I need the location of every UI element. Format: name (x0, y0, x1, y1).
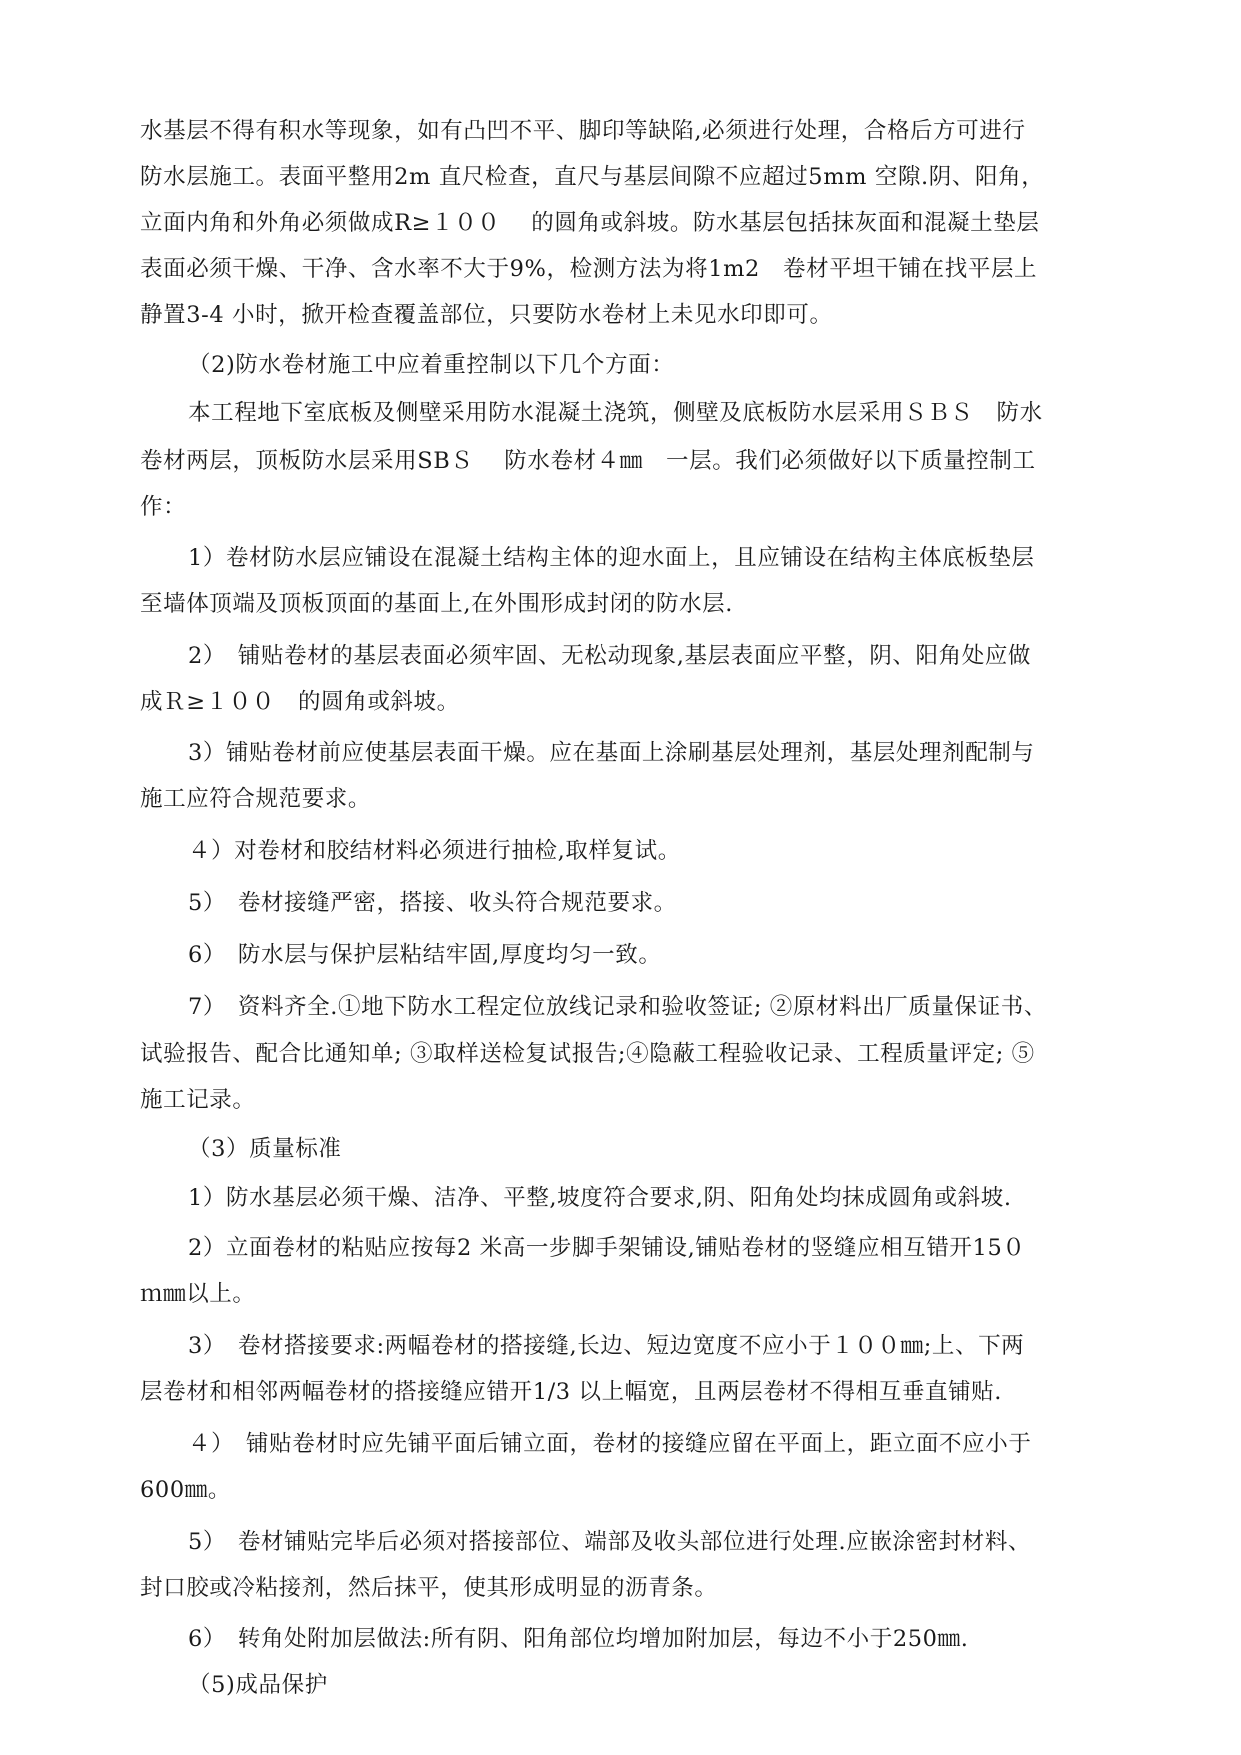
list-item: 6） 转角处附加层做法:所有阴、阳角部位均增加附加层，每边不小于250㎜. (188, 1626, 969, 1652)
list-item: 2） 铺贴卷材的基层表面必须牢固、无松动现象,基层表面应平整，阴、阳角处应做 (188, 643, 1032, 669)
paragraph-line: 立面内角和外角必须做成R≥１００ 的圆角或斜坡。防水基层包括抹灰面和混凝土垫层 (140, 210, 1040, 236)
list-item-continuation: 试验报告、配合比通知单; ③取样送检复试报告;④隐蔽工程验收记录、工程质量评定; ⑤ (140, 1041, 1035, 1067)
list-item: 3） 卷材搭接要求:两幅卷材的搭接缝,长边、短边宽度不应小于１００㎜;上、下两 (188, 1333, 1025, 1359)
list-item: 1）防水基层必须干燥、洁净、平整,坡度符合要求,阴、阳角处均抹成圆角或斜坡. (188, 1185, 1012, 1211)
list-item-continuation: 600㎜。 (140, 1477, 231, 1503)
list-item: 1）卷材防水层应铺设在混凝土结构主体的迎水面上，且应铺设在结构主体底板垫层 (188, 545, 1035, 571)
section-heading: （5)成品保护 (188, 1672, 328, 1698)
list-item: ４） 铺贴卷材时应先铺平面后铺立面，卷材的接缝应留在平面上，距立面不应小于 (188, 1431, 1032, 1457)
section-heading: （3）质量标准 (188, 1136, 342, 1162)
list-item-continuation: 封口胶或冷粘接剂，然后抹平，使其形成明显的沥青条。 (140, 1575, 718, 1601)
paragraph-line: 静置3-4 小时，掀开检查覆盖部位，只要防水卷材上未见水印即可。 (140, 302, 833, 328)
list-item-continuation: ｍ㎜以上。 (140, 1281, 256, 1307)
paragraph-line: 防水层施工。表面平整用2m 直尺检查，直尺与基层间隙不应超过5mm 空隙.阴、阳角， (140, 164, 1045, 190)
list-item-continuation: 成Ｒ≥１００ 的圆角或斜坡。 (140, 689, 460, 715)
list-item: 5） 卷材铺贴完毕后必须对搭接部位、端部及收头部位进行处理.应嵌涂密封材料、 (188, 1529, 1032, 1555)
list-item-continuation: 施工记录。 (140, 1087, 256, 1113)
paragraph-line: 本工程地下室底板及侧壁采用防水混凝土浇筑，侧壁及底板防水层采用ＳＢＳ 防水 (188, 400, 1043, 426)
list-item: 7） 资料齐全.①地下防水工程定位放线记录和验收签证; ②原材料出厂质量保证书、 (188, 994, 1047, 1020)
paragraph-line: 作： (140, 494, 187, 520)
paragraph-line: 水基层不得有积水等现象，如有凸凹不平、脚印等缺陷,必须进行处理，合格后方可进行 (140, 118, 1026, 144)
list-item-continuation: 施工应符合规范要求。 (140, 786, 372, 812)
list-item: 2）立面卷材的粘贴应按每2 米高一步脚手架铺设,铺贴卷材的竖缝应相互错开15０ (188, 1235, 1026, 1261)
list-item: 3）铺贴卷材前应使基层表面干燥。应在基面上涂刷基层处理剂，基层处理剂配制与 (188, 740, 1035, 766)
paragraph-line: 表面必须干燥、干净、含水率不大于9%，检测方法为将1m2 卷材平坦干铺在找平层上 (140, 256, 1038, 282)
list-item-continuation: 至墙体顶端及顶板顶面的基面上,在外围形成封闭的防水层. (140, 591, 734, 617)
section-heading: （2)防水卷材施工中应着重控制以下几个方面： (188, 352, 675, 378)
paragraph-line: 卷材两层，顶板防水层采用SBＳ 防水卷材４㎜ 一层。我们必须做好以下质量控制工 (140, 448, 1036, 474)
list-item-continuation: 层卷材和相邻两幅卷材的搭接缝应错开1/3 以上幅宽，且两层卷材不得相互垂直铺贴. (140, 1379, 1003, 1405)
list-item: 5） 卷材接缝严密，搭接、收头符合规范要求。 (188, 890, 677, 916)
list-item: ４）对卷材和胶结材料必须进行抽检,取样复试。 (188, 838, 681, 864)
list-item: 6） 防水层与保护层粘结牢固,厚度均匀一致。 (188, 942, 662, 968)
